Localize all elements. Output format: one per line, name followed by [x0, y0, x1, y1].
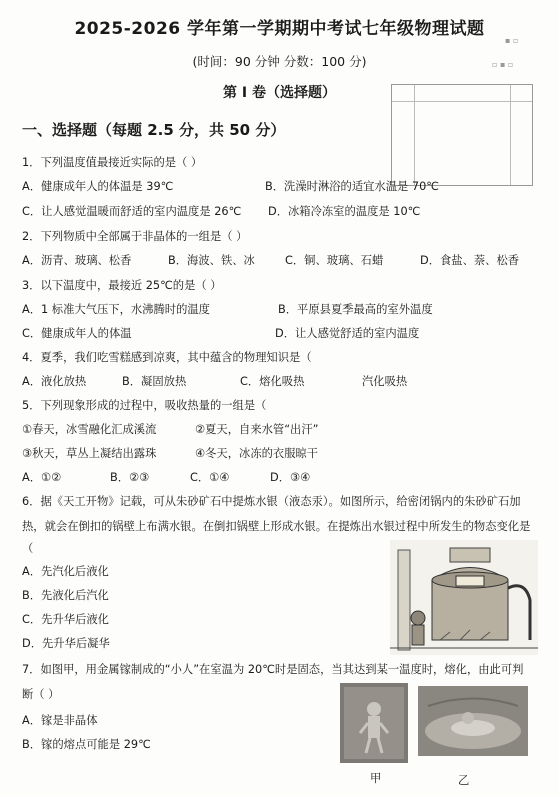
pencil-mark-2: ▫ ▪ ▫ [492, 60, 514, 69]
q3-option-c: C．健康成年人的体温 [22, 327, 132, 340]
q6-line-2: 热，就会在倒扣的锅壁上布满水银。在倒扣锅壁上形成水银。在提炼出水银过程中所发生的物态变化是 [22, 520, 531, 533]
q1-option-d: D．冰箱冷冻室的温度是 10℃ [268, 205, 421, 218]
q7-line-1: 7．如图甲，用金属镓制成的“小人”在室温为 20℃时是固态，当其达到某一温度时，熔化，由此可判 [22, 663, 524, 676]
q6-line-3: （ [22, 542, 34, 555]
mercury-refining-illustration [390, 540, 538, 655]
part-title: 一、选择题（每题 2.5 分，共 50 分） [22, 121, 286, 139]
q6-option-b: B．先液化后汽化 [22, 589, 109, 602]
figure-label-yi: 乙 [458, 774, 470, 787]
figure-label-jia: 甲 [370, 772, 382, 785]
q2-stem: 2．下列物质中全部属于非晶体的一组是（ ） [22, 230, 248, 243]
q3-option-d: D．让人感觉舒适的室内温度 [275, 327, 420, 340]
q7-option-b: B．镓的熔点可能是 29℃ [22, 738, 151, 751]
q6-option-a: A．先汽化后液化 [22, 565, 109, 578]
q7-option-a: A．镓是非晶体 [22, 714, 98, 727]
gallium-figure-yi [418, 686, 528, 756]
q4-option-d: 汽化吸热 [362, 375, 408, 388]
gallium-figure-jia [340, 683, 408, 763]
q5-statement-1: ①春天，冰雪融化汇成溪流 [22, 423, 157, 436]
q3-stem: 3．以下温度中，最接近 25℃的是（ ） [22, 279, 222, 292]
q3-option-b: B．平原县夏季最高的室外温度 [278, 303, 433, 316]
exam-title: 2025-2026 学年第一学期期中考试七年级物理试题 [74, 19, 485, 39]
q5-option-a: A．①② [22, 471, 62, 484]
q4-stem: 4．夏季，我们吃雪糕感到凉爽，其中蕴含的物理知识是（ [22, 351, 312, 364]
exam-subtitle: (时间：90 分钟 分数：100 分) [192, 54, 367, 69]
q6-option-c: C．先升华后液化 [22, 613, 109, 626]
q4-option-a: A．液化放热 [22, 375, 87, 388]
q7-line-2: 断（ ） [22, 688, 60, 701]
q5-stem: 5．下列现象形成的过程中，吸收热量的一组是（ [22, 399, 267, 412]
q2-option-a: A．沥青、玻璃、松香 [22, 254, 132, 267]
q5-statement-4: ④冬天，冰冻的衣服晾干 [195, 447, 319, 460]
q5-option-b: B．②③ [110, 471, 150, 484]
q4-option-c: C．熔化吸热 [240, 375, 305, 388]
q5-option-d: D．③④ [270, 471, 311, 484]
q2-option-b: B．海波、铁、冰 [168, 254, 255, 267]
q5-statement-3: ③秋天，草丛上凝结出露珠 [22, 447, 157, 460]
q1-option-b: B．洗澡时淋浴的适宜水温是 70℃ [265, 180, 439, 193]
q2-option-d: D．食盐、萘、松香 [420, 254, 520, 267]
q4-option-b: B．凝固放热 [122, 375, 187, 388]
q3-option-a: A．1 标准大气压下，水沸腾时的温度 [22, 303, 210, 316]
q1-option-c: C．让人感觉温暖而舒适的室内温度是 26℃ [22, 205, 242, 218]
score-box [391, 84, 533, 186]
q5-statement-2: ②夏天，自来水管“出汗” [195, 423, 319, 436]
section-heading: 第 I 卷（选择题） [223, 85, 336, 101]
q5-option-c: C．①④ [190, 471, 230, 484]
q6-option-d: D．先升华后凝华 [22, 637, 110, 650]
q1-option-a: A．健康成年人的体温是 39℃ [22, 180, 174, 193]
q1-stem: 1．下列温度值最接近实际的是（ ） [22, 156, 203, 169]
pencil-mark-1: ▪ ▫ [505, 36, 519, 45]
q6-line-1: 6．据《天工开物》记载，可从朱砂矿石中提炼水银（液态汞）。如图所示，给密闭锅内的朱砂矿石加 [22, 495, 521, 508]
q2-option-c: C．铜、玻璃、石蜡 [285, 254, 384, 267]
